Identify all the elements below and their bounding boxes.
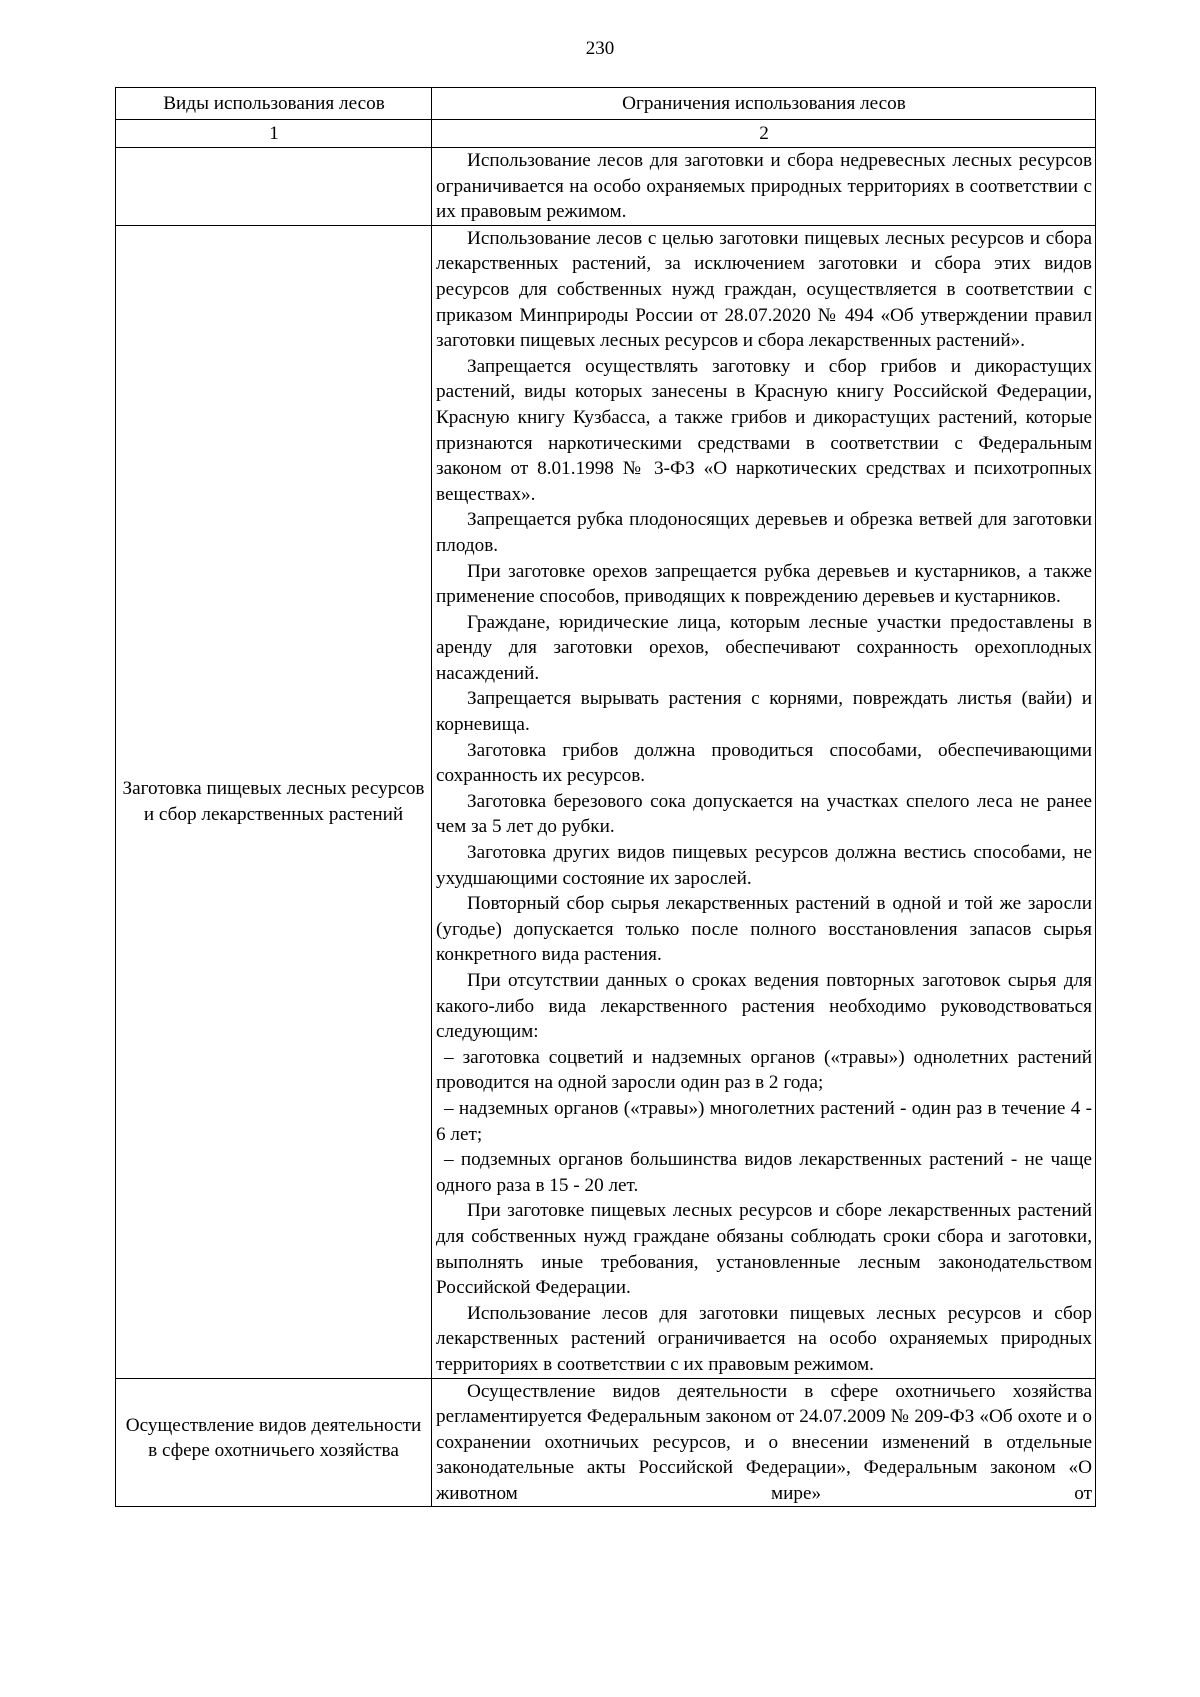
paragraph: Запрещается осуществлять заготовку и сбор грибов и дикорастущих растений, виды которых занесены в Красную книгу Российской Федерации, Красную книгу Кузбасса, а также грибов и дикорастущих растений, которые признаются наркотическими средствами в соответствии с Федеральным законом от 8.01.1998 № 3-ФЗ «О наркотических средствах и психотропных веществах».	[436, 355, 1092, 505]
header-kind: Виды использования лесов	[116, 88, 432, 120]
row-kind: Осуществление видов деятельности в сфере охотничьего хозяйства	[116, 1378, 432, 1507]
forest-use-table	[115, 87, 1096, 1507]
dash-list-item: – надземных органов («травы») многолетних растений - один раз в течение 4 - 6 лет;	[436, 1097, 1092, 1145]
row-restrictions	[432, 148, 1096, 226]
page-number: 230	[585, 38, 615, 59]
table-row	[116, 148, 1096, 226]
column-number-2: 2	[432, 120, 1096, 148]
row-restrictions	[432, 1378, 1096, 1507]
dash-list-item: – подземных органов большинства видов лекарственных растений - не чаще одного раза в 15 - 20 лет.	[436, 1149, 1092, 1196]
paragraph: Повторный сбор сырья лекарственных растений в одной и той же заросли (угодье) допускается только после полного восстановления запасов сырья конкретного вида растения.	[436, 893, 1092, 966]
paragraph: Заготовка грибов должна проводиться способами, обеспечивающими сохранность их ресурсов.	[436, 739, 1092, 787]
paragraph: При заготовке орехов запрещается рубка деревьев и кустарников, а также применение способов, приводящих к повреждению деревьев и кустарников.	[436, 560, 1092, 608]
paragraph: Использование лесов для заготовки и сбора недревесных лесных ресурсов ограничивается на особо охраняемых природных территориях в соответствии с их правовым режимом.	[436, 150, 1092, 223]
paragraph: Использование лесов для заготовки пищевых лесных ресурсов и сбор лекарственных растений ограничивается на особо охраняемых природных территориях в соответствии с их правовым режимом.	[436, 1302, 1092, 1375]
paragraph: Заготовка березового сока допускается на участках спелого леса не ранее чем за 5 лет до рубки.	[436, 790, 1092, 838]
paragraph: Осуществление видов деятельности в сфере охотничьего хозяйства регламентируется Федеральным законом от 24.07.2009 № 209-ФЗ «Об охоте и о сохранении охотничьих ресурсов, и о внесении изменений в отдельные законодательные акты Российской Федерации», Федеральным законом «О животном мире» от	[436, 1380, 1092, 1504]
table-header-row	[116, 88, 1096, 120]
paragraph: Граждане, юридические лица, которым лесные участки предоставлены в аренду для заготовки орехов, обеспечивают сохранность орехоплодных насаждений.	[436, 611, 1092, 684]
column-number-1: 1	[116, 120, 432, 148]
row-kind	[116, 148, 432, 226]
table-row	[116, 225, 1096, 1378]
column-number-row	[116, 120, 1096, 148]
header-restrictions: Ограничения использования лесов	[432, 88, 1096, 120]
dash-list-item: – заготовка соцветий и надземных органов («травы») однолетних растений проводится на одной заросли один раз в 2 года;	[436, 1046, 1092, 1094]
table-row	[116, 1378, 1096, 1507]
paragraph: При заготовке пищевых лесных ресурсов и сборе лекарственных растений для собственных нужд граждане обязаны соблюдать сроки сбора и заготовки, выполнять иные требования, установленные лесным законодательством Российской Федерации.	[436, 1200, 1092, 1299]
paragraph: Запрещается вырывать растения с корнями, повреждать листья (вайи) и корневища.	[436, 688, 1092, 736]
paragraph: Использование лесов с целью заготовки пищевых лесных ресурсов и сбора лекарственных растений, за исключением заготовки и сбора этих видов ресурсов для собственных нужд граждан, осуществляется в соответствии с приказом Минприроды России от 28.07.2020 № 494 «Об утверждении правил заготовки пищевых лесных ресурсов и сбора лекарственных растений».	[436, 227, 1092, 352]
paragraph: При отсутствии данных о сроках ведения повторных заготовок сырья для какого-либо вида лекарственного растения необходимо руководствоваться следующим:	[436, 970, 1092, 1043]
row-restrictions	[432, 225, 1096, 1378]
paragraph: Заготовка других видов пищевых ресурсов должна вестись способами, не ухудшающими состояние их зарослей.	[436, 842, 1092, 889]
row-kind: Заготовка пищевых лесных ресурсов и сбор лекарственных растений	[116, 225, 432, 1378]
paragraph: Запрещается рубка плодоносящих деревьев и обрезка ветвей для заготовки плодов.	[436, 509, 1092, 556]
